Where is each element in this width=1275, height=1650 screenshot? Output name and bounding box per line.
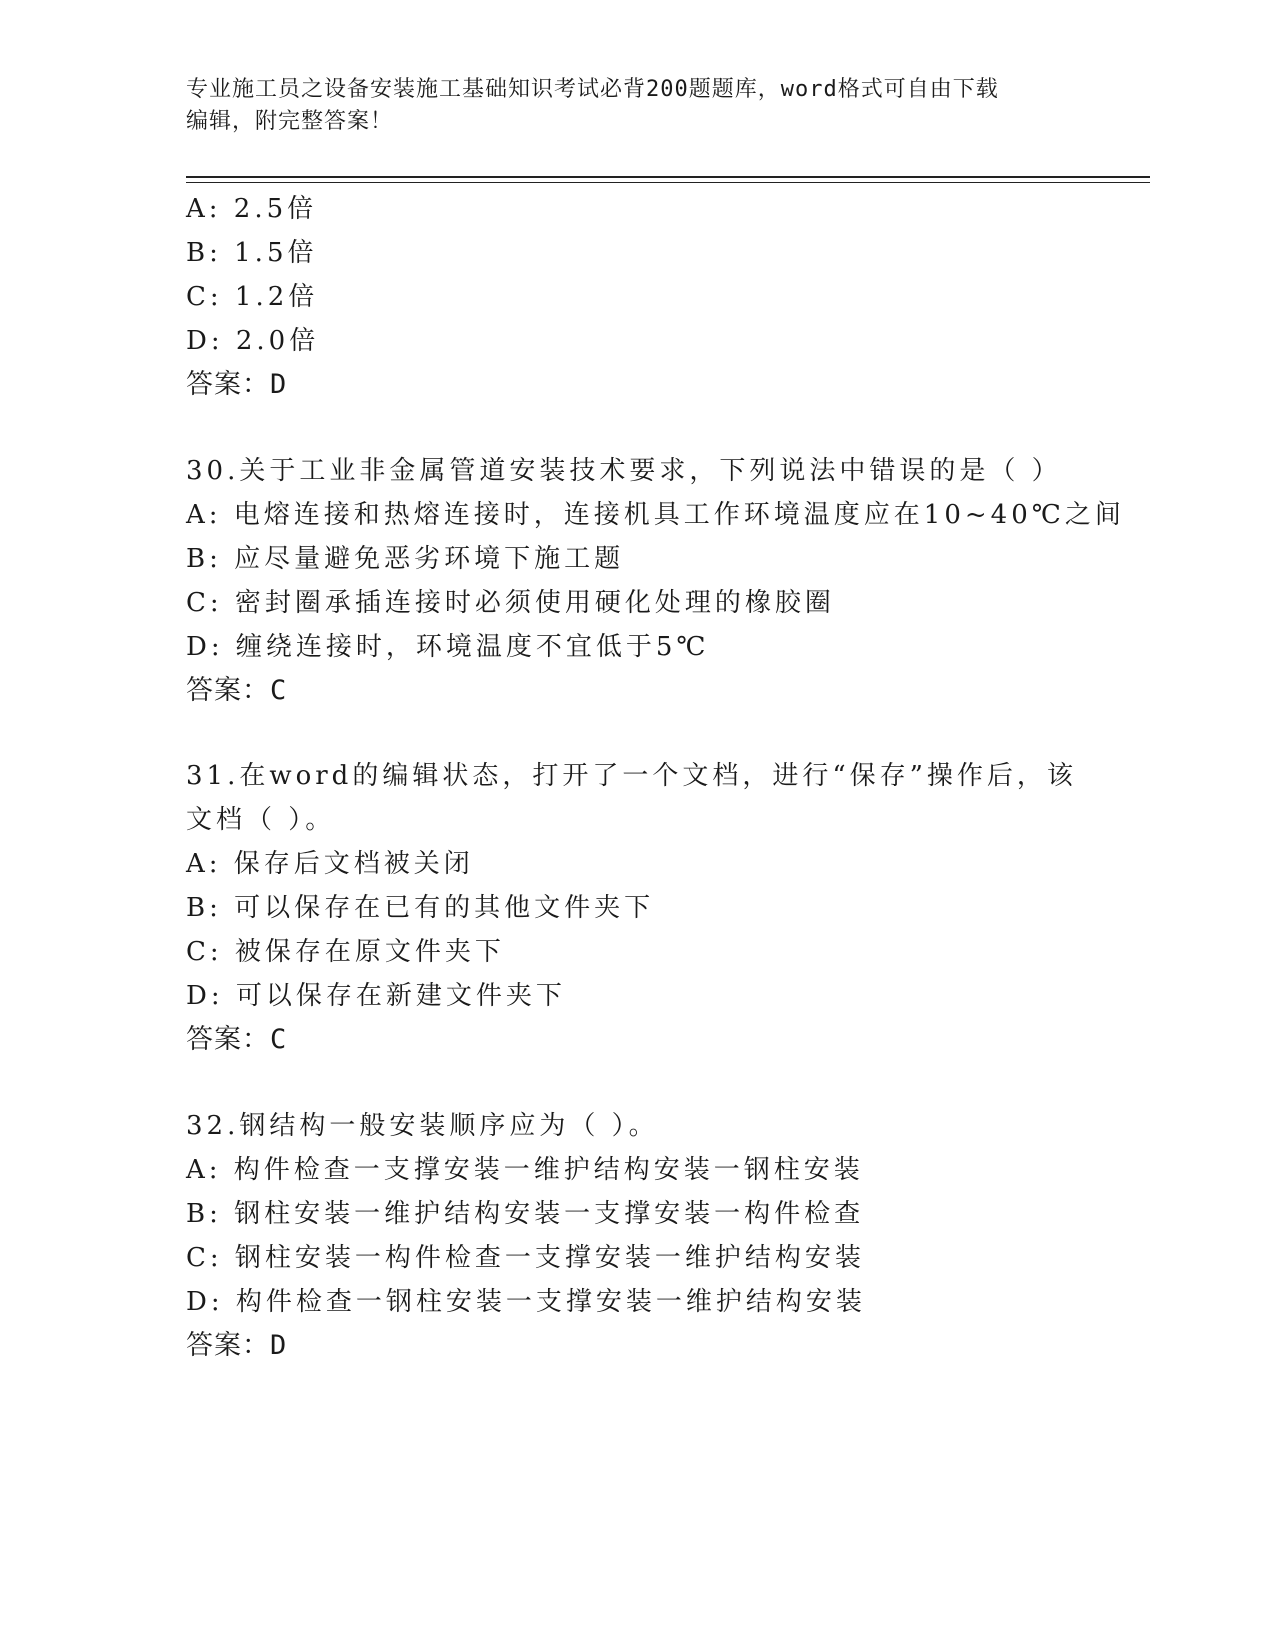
document-header: [186, 74, 1066, 138]
header-line-1: 专业施工员之设备安装施工基础知识考试必背200题题库，word格式可自由下载: [186, 77, 999, 102]
q30-option-a: A: 电熔连接和热熔连接时，连接机具工作环境温度应在10~40℃之间: [186, 500, 1125, 530]
header-divider-thick: [186, 176, 1150, 178]
header-divider-thin: [186, 182, 1150, 183]
q29-answer: 答案：D: [186, 369, 288, 400]
q32-option-a: A: 构件检查一支撑安装一维护结构安装一钢柱安装: [186, 1155, 864, 1185]
q31-stem-line-1: 31.在word的编辑状态，打开了一个文档，进行“保存”操作后，该: [186, 761, 1077, 791]
q32-stem: 32.钢结构一般安装顺序应为（ ）。: [186, 1111, 659, 1141]
q29-option-c: C: 1.2倍: [186, 282, 319, 312]
q29-option-a: A: 2.5倍: [186, 194, 318, 224]
q30-stem: 30.关于工业非金属管道安装技术要求，下列说法中错误的是（ ）: [186, 456, 1062, 486]
q29-option-d: D: 2.0倍: [186, 326, 320, 356]
header-line-2: 编辑，附完整答案！: [186, 109, 394, 134]
q31-option-b: B: 可以保存在已有的其他文件夹下: [186, 893, 655, 923]
q30-option-d: D: 缠绕连接时，环境温度不宜低于5℃: [186, 632, 710, 662]
q32-option-d: D: 构件检查一钢柱安装一支撑安装一维护结构安装: [186, 1287, 866, 1317]
q31-option-d: D: 可以保存在新建文件夹下: [186, 981, 566, 1011]
q31-answer: 答案：C: [186, 1024, 288, 1055]
q31-option-c: C: 被保存在原文件夹下: [186, 937, 505, 967]
q31-option-a: A: 保存后文档被关闭: [186, 849, 474, 879]
q32-answer: 答案：D: [186, 1330, 288, 1361]
q31-stem-line-2: 文档（ ）。: [186, 805, 336, 835]
q32-option-c: C: 钢柱安装一构件检查一支撑安装一维护结构安装: [186, 1243, 865, 1273]
q29-option-b: B: 1.5倍: [186, 238, 318, 268]
q30-option-c: C: 密封圈承插连接时必须使用硬化处理的橡胶圈: [186, 588, 835, 618]
q30-answer: 答案：C: [186, 675, 288, 706]
q30-option-b: B: 应尽量避免恶劣环境下施工题: [186, 544, 625, 574]
q32-option-b: B: 钢柱安装一维护结构安装一支撑安装一构件检查: [186, 1199, 865, 1229]
